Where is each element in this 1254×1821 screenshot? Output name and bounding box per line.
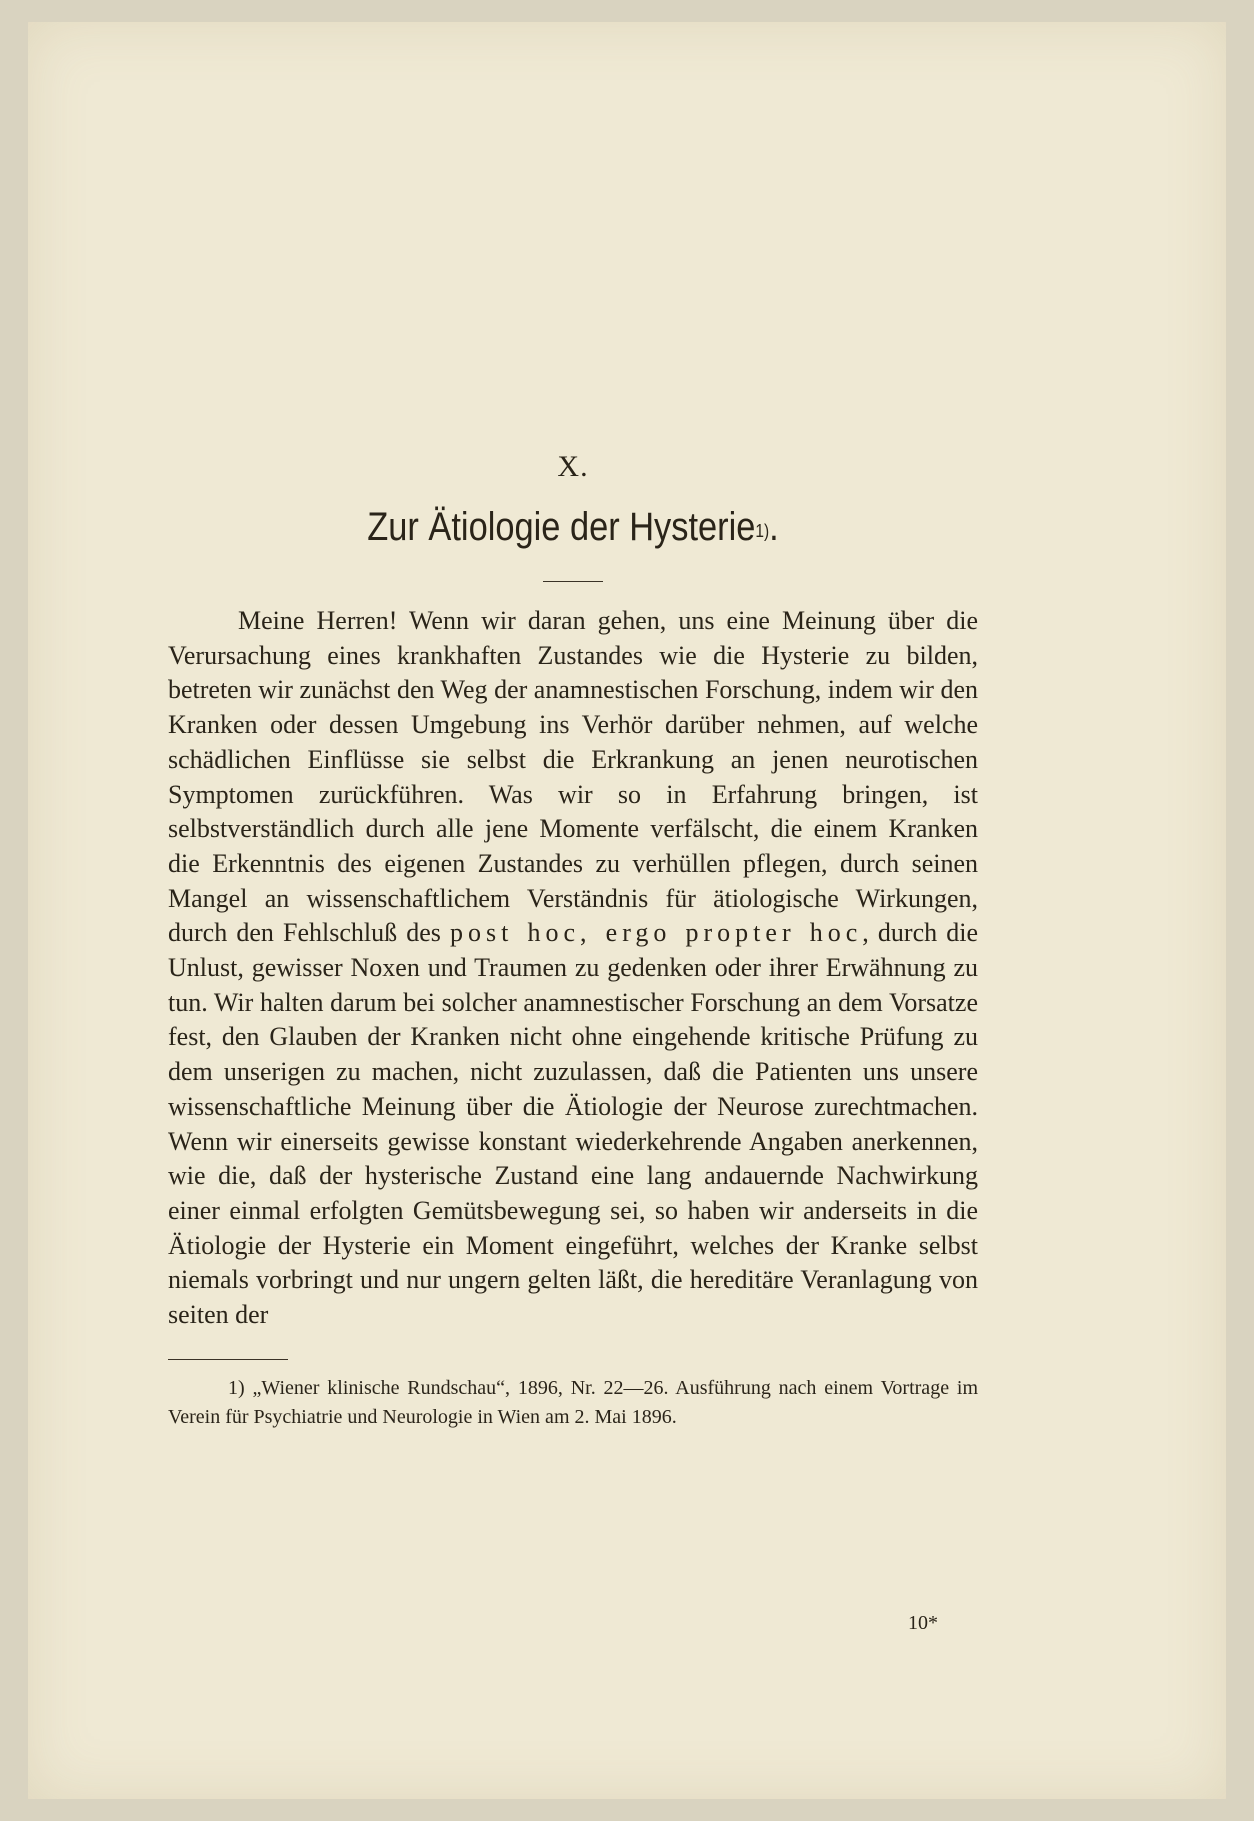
footnote-marker: 1) xyxy=(228,1376,245,1399)
chapter-title: Zur Ätiologie der Hysterie$^{1)}$. xyxy=(367,505,779,549)
paragraph-part-1: Meine Herren! Wenn wir daran gehen, uns eine Meinung über die Verursachung eines krankhaften Zustandes wie die Hysterie zu bilden, betreten wir zunächst den Weg der anamnestischen Forschung, indem wir den Kranken oder dessen Umgebung ins Verhör darüber nehmen, auf welche schädlichen Einflüsse sie selbst die Erkrankung an jenen neurotischen Symptomen zurückführen. Was wir so in Erfahrung bringen, ist selbstverständlich durch alle jene Momente verfälscht, die einem Kranken die Erkenntnis des eigenen Zustandes zu verhüllen pflegen, durch seinen Mangel an wissenschaftlichem Verständnis für ätiologische Wirkungen, durch den Fehlschluß des xyxy=(168,606,978,948)
body-paragraph xyxy=(168,604,978,1333)
chapter-title-text: Zur Ätiologie der Hysterie xyxy=(367,505,756,549)
title-divider xyxy=(543,581,603,582)
footnote-text: „Wiener klinische Rundschau“, 1896, Nr. 22—26. Ausführung nach einem Vortrage im Verein für Psychiatrie und Neurologie in Wien am 2. Mai 1896. xyxy=(168,1376,979,1428)
signature-mark: 10* xyxy=(908,1612,938,1634)
latin-emphasis: post hoc, ergo propter hoc xyxy=(450,918,863,948)
title-footnote-marker: 1) xyxy=(755,521,770,541)
page-content xyxy=(168,447,978,1452)
footnote xyxy=(168,1374,978,1432)
chapter-number: X. xyxy=(557,450,589,483)
paragraph-part-2: , durch die Unlust, gewisser Noxen und Traumen zu gedenken oder ihrer Erwähnung zu tun. Wir halten darum bei solcher anamnestischer Forschung an dem Vorsatze fest, den Glauben der Kranken nicht ohne eingehende kritische Prüfung zu dem unserigen zu machen, nicht zuzulassen, daß die Patienten uns unsere wissenschaftliche Meinung über die Ätiologie der Neurose zurechtmachen. Wenn wir einerseits gewisse konstant wiederkehrende Angaben anerkennen, wie die, daß der hysterische Zustand eine lang andauernde Nachwirkung einer einmal erfolgten Gemütsbewegung sei, so haben wir anderseits in die Ätiologie der Hysterie ein Moment eingeführt, welches der Kranke selbst niemals vorbringt und nur ungern gelten läßt, die hereditäre Veranlagung von seiten der xyxy=(168,918,978,1330)
footnote-divider xyxy=(168,1359,288,1360)
book-page xyxy=(28,22,1226,1799)
